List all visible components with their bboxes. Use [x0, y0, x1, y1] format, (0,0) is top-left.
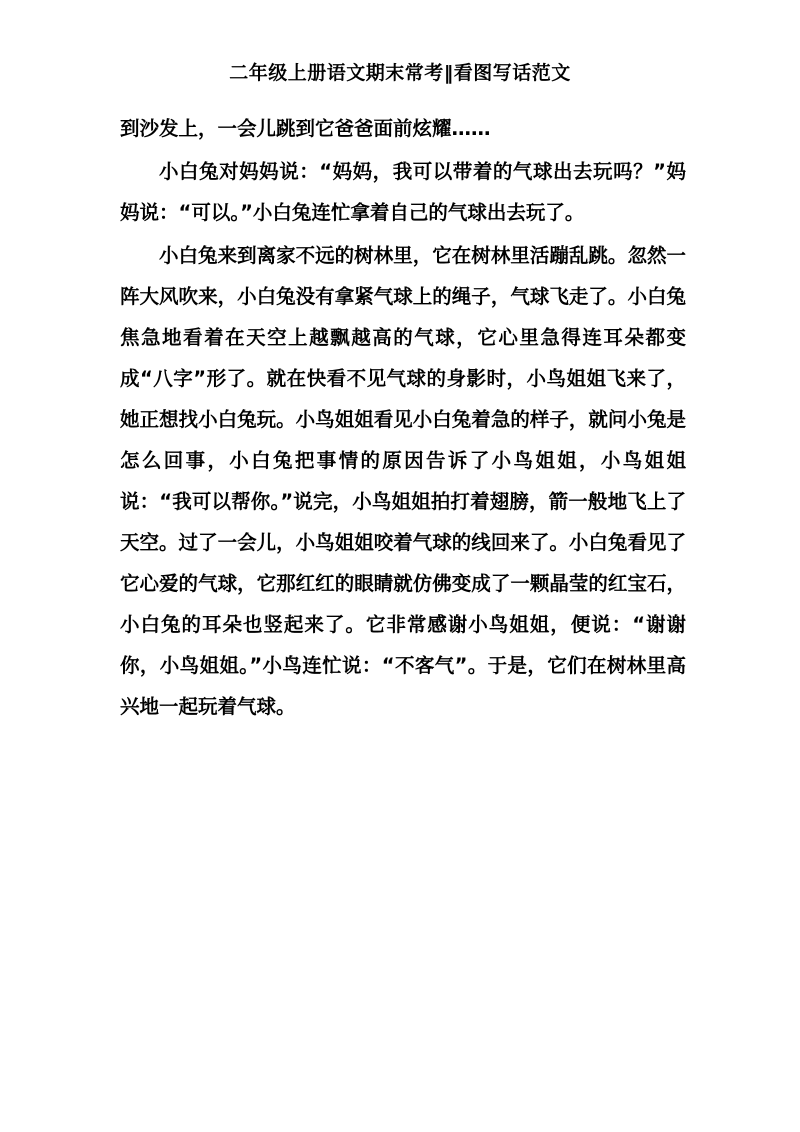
paragraph-continuation: 到沙发上，一会儿跳到它爸爸面前炫耀…… [120, 117, 491, 140]
paragraph-forest-story: 小白兔来到离家不远的树林里，它在树林里活蹦乱跳。忽然一阵大风吹来，小白兔没有拿紧气球上的绳子，气球飞走了。小白兔焦急地看着在天空上越飘越高的气球，它心里急得连耳朵都变成“八字”形了。就在快看不见气球的身影时，小鸟姐姐飞来了，她正想找小白兔玩。小鸟姐姐看见小白兔着急的样子，就问小兔是怎么回事，小白兔把事情的原因告诉了小鸟姐姐，小鸟姐姐说：“我可以帮你。”说完，小鸟姐姐拍打着翅膀，箭一般地飞上了天空。过了一会儿，小鸟姐姐咬着气球的线回来了。小白兔看见了它心爱的气球，它那红红的眼睛就仿佛变成了一颗晶莹的红宝石，小白兔的耳朵也竖起来了。它非常感谢小鸟姐姐，便说：“谢谢你，小鸟姐姐。”小鸟连忙说：“不客气”。于是，它们在树林里高兴地一起玩着气球。 [120, 244, 686, 718]
paragraph-balloon-request: 小白兔对妈妈说：“妈妈，我可以带着的气球出去玩吗？”妈妈说：“可以。”小白兔连忙拿着自己的气球出去玩了。 [120, 160, 686, 224]
document-title: 二年级上册语文期末常考‖看图写话范文 [229, 62, 571, 84]
document-body [120, 108, 686, 727]
